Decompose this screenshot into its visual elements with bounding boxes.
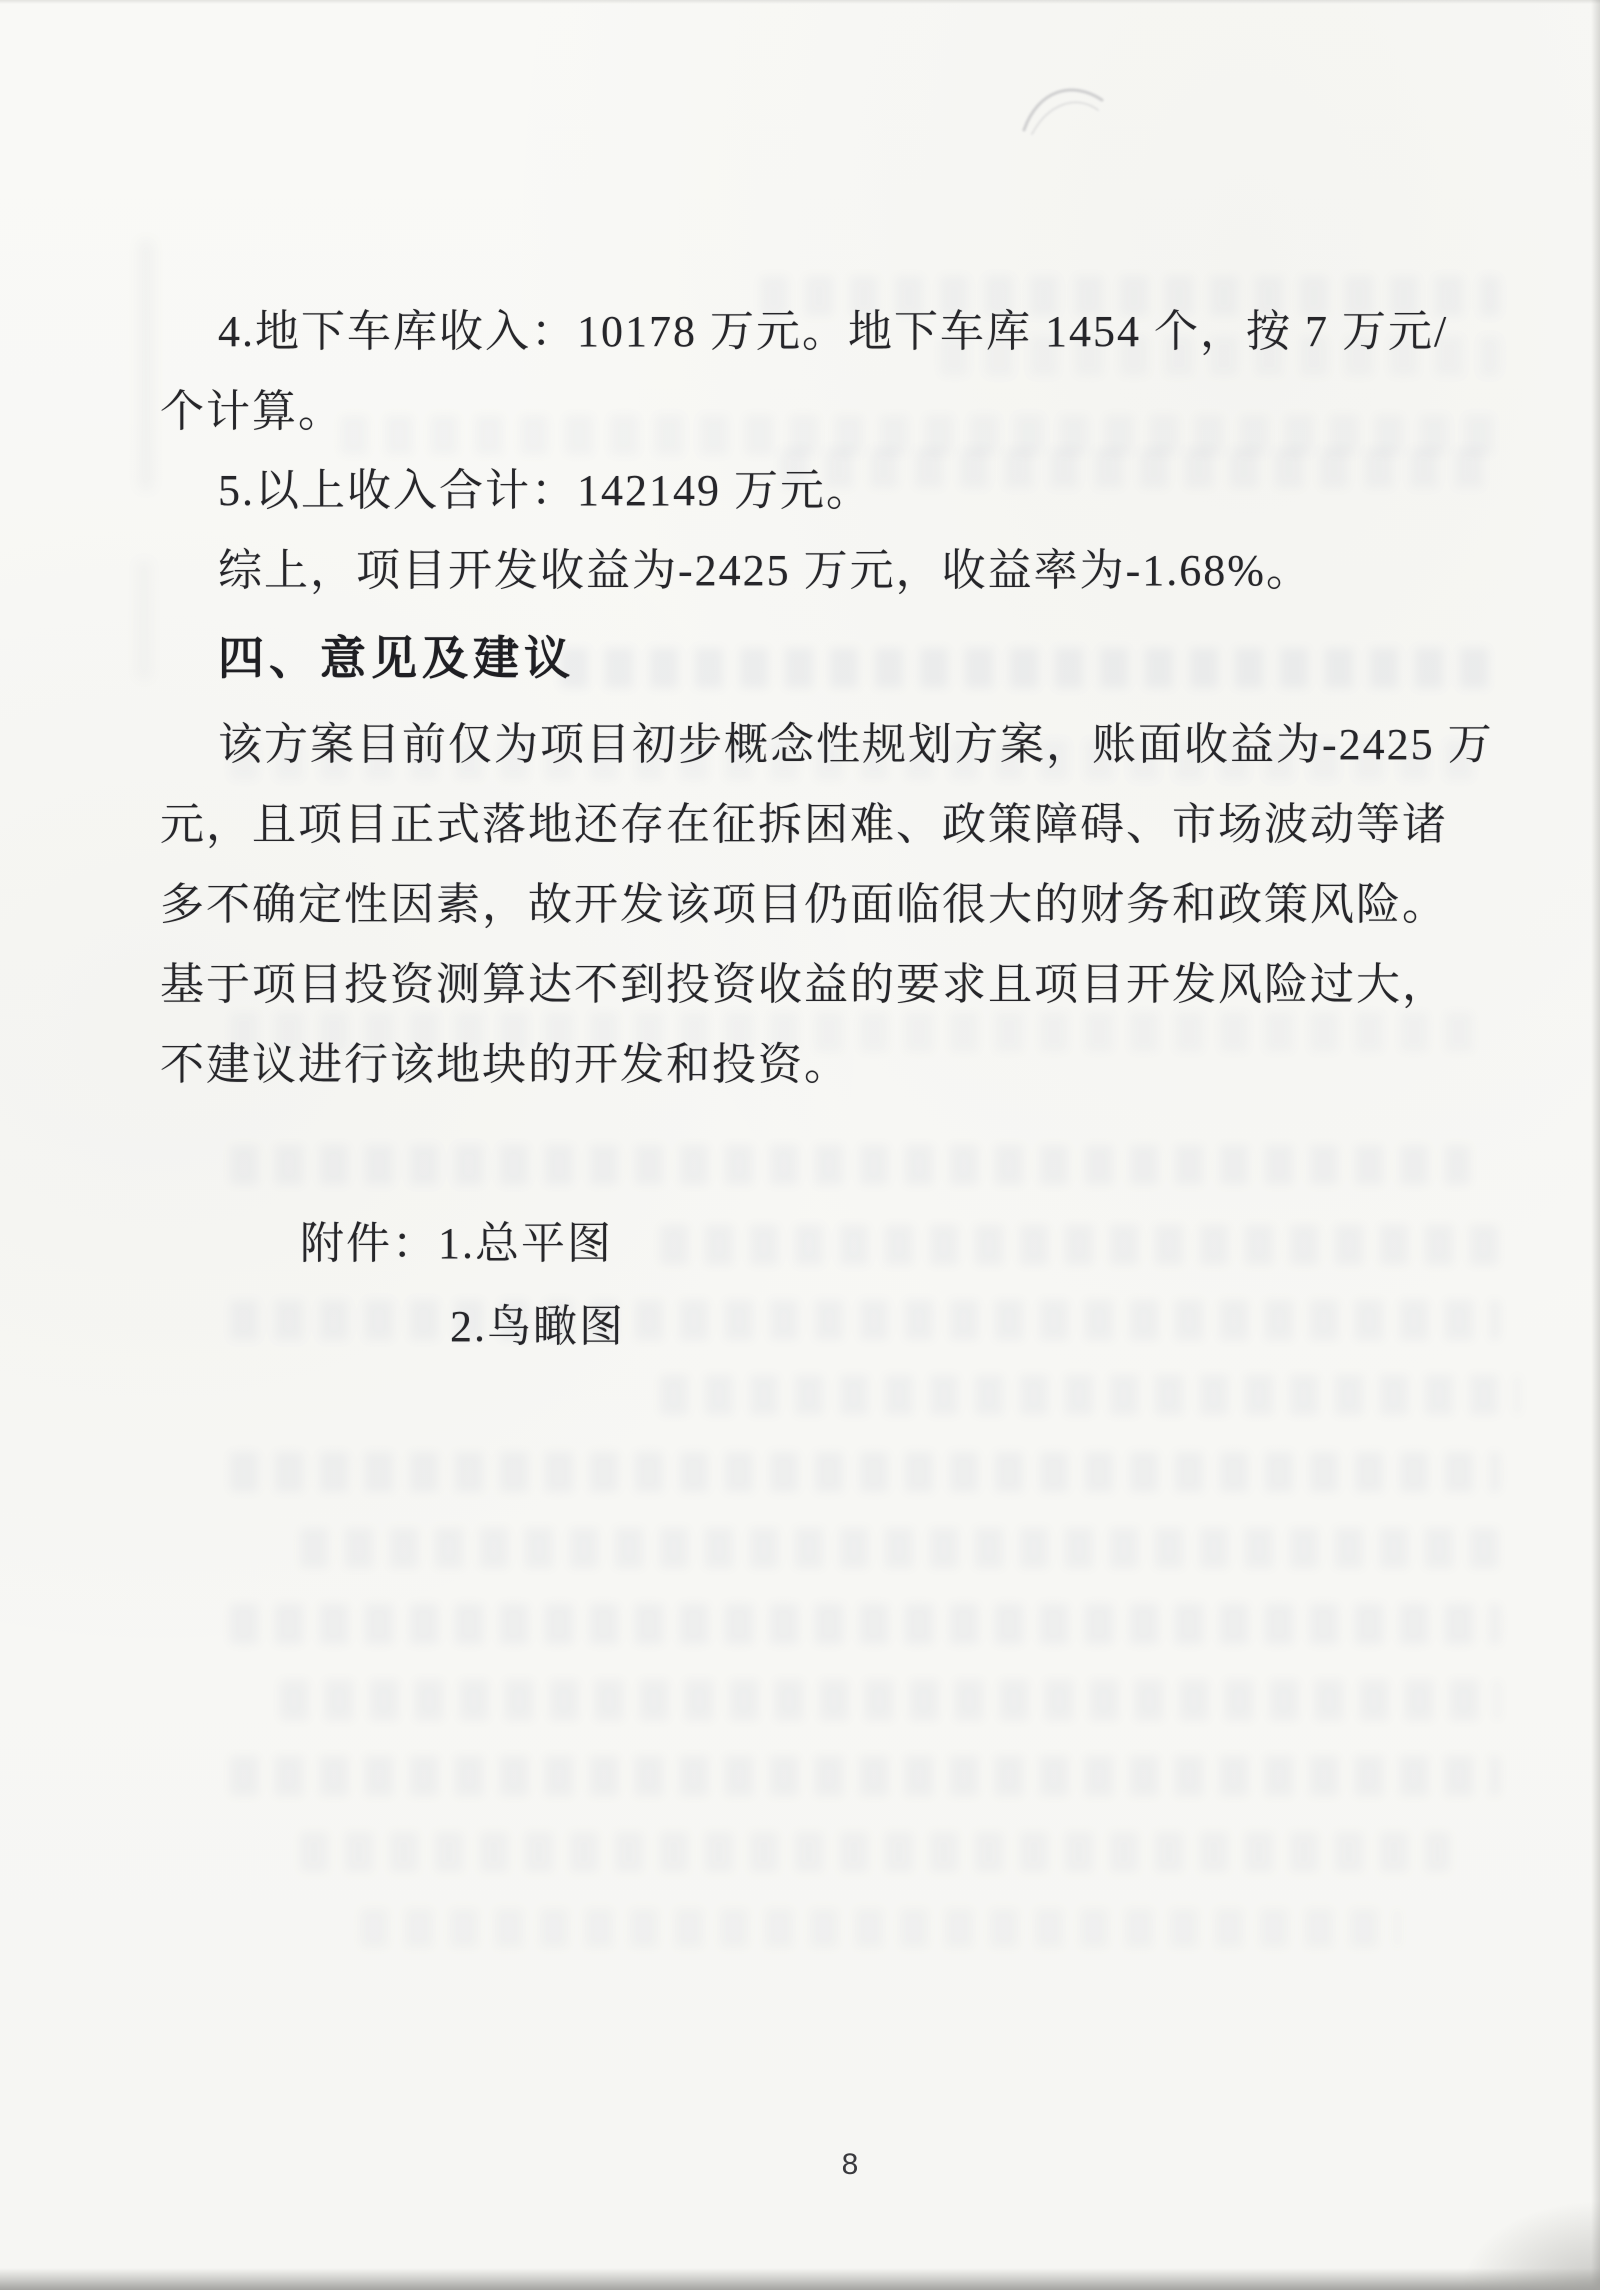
- bleed-through-artifact: [230, 1452, 1500, 1492]
- bleed-through-artifact: [360, 1908, 1400, 1948]
- body-line-item4-part1: 4.地下车库收入：10178 万元。地下车库 1454 个，按 7 万元/: [218, 307, 1449, 356]
- bleed-through-artifact: [280, 1680, 1500, 1720]
- opinion-line-2: 元，且项目正式落地还存在征拆困难、政策障碍、市场波动等诸: [160, 800, 1448, 849]
- opinion-line-3: 多不确定性因素，故开发该项目仍面临很大的财务和政策风险。: [160, 880, 1448, 929]
- body-line-summary: 综上，项目开发收益为-2425 万元，收益率为-1.68%。: [218, 546, 1312, 595]
- body-line-item5: 5.以上收入合计：142149 万元。: [218, 466, 872, 515]
- scan-top-edge-shadow: [0, 0, 1600, 4]
- bleed-through-artifact: [230, 1145, 1470, 1185]
- scan-right-edge-shadow: [1591, 0, 1600, 2290]
- bleed-through-artifact: [230, 1604, 1500, 1644]
- pencil-smudge-mark: [1018, 76, 1114, 148]
- opinion-line-4: 基于项目投资测算达不到投资收益的要求且项目开发风险过大，: [160, 960, 1448, 1009]
- bleed-through-artifact: [300, 1528, 1500, 1568]
- body-line-item4-part2: 个计算。: [160, 387, 344, 436]
- opinion-line-5: 不建议进行该地块的开发和投资。: [160, 1040, 850, 1089]
- bleed-through-artifact: [136, 560, 152, 680]
- scan-bottom-edge-shadow: [0, 2268, 1600, 2290]
- bleed-through-artifact: [660, 1375, 1520, 1415]
- page-number: 8: [841, 2148, 859, 2181]
- attachment-line-1: 附件：1.总平图: [300, 1219, 613, 1268]
- bleed-through-artifact: [300, 1832, 1450, 1872]
- bleed-through-artifact: [230, 1756, 1500, 1796]
- opinion-line-1: 该方案目前仅为项目初步概念性规划方案，账面收益为-2425 万: [218, 720, 1494, 769]
- bleed-through-artifact: [138, 240, 154, 490]
- section-heading: 四、意见及建议: [218, 632, 575, 684]
- attachment-line-2: 2.鸟瞰图: [450, 1302, 625, 1351]
